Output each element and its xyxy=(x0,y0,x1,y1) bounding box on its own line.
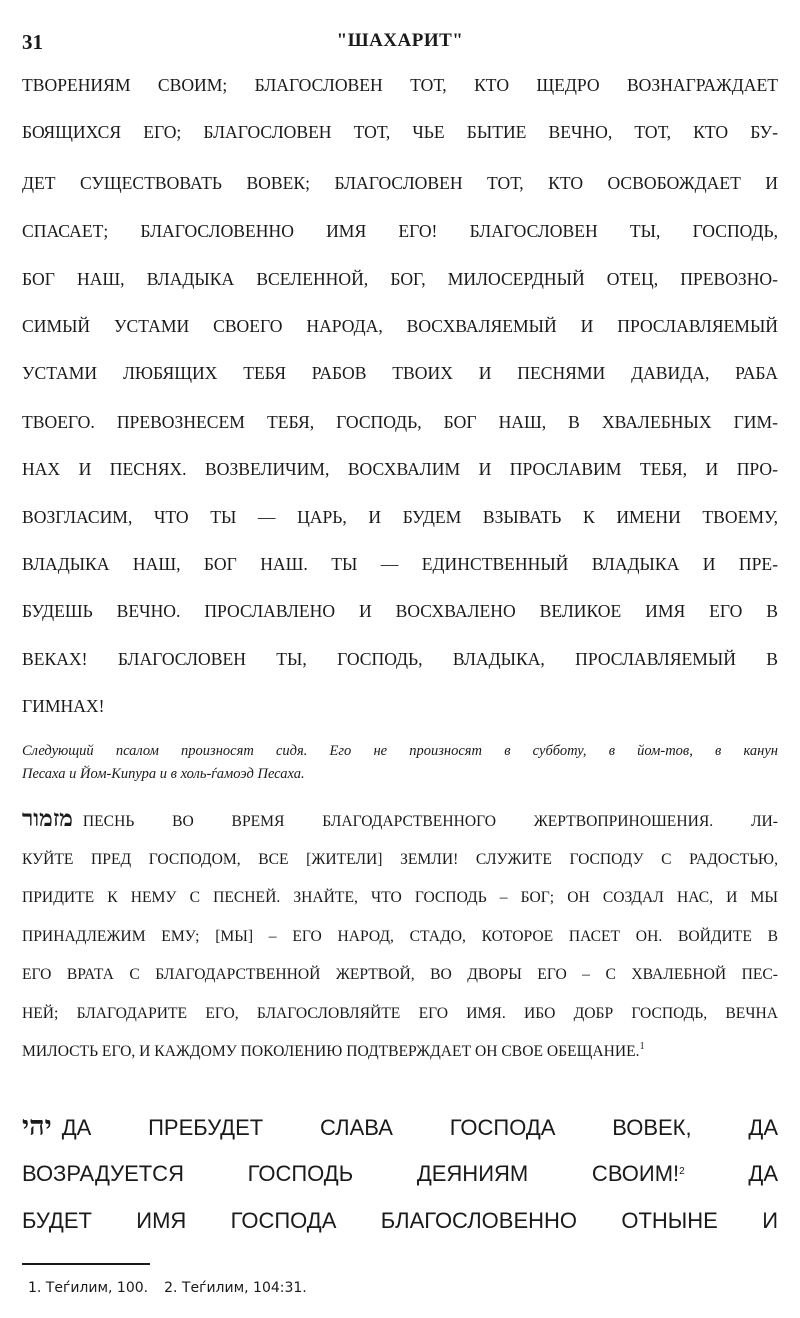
text-line: НЕЙ; БЛАГОДАРИТЕ ЕГО, БЛАГОСЛОВЛЯЙТЕ ЕГО ИМЯ. ИБО ДОБР ГОСПОДЬ, ВЕЧНА xyxy=(22,1005,778,1022)
text-line: КУЙТЕ ПРЕД ГОСПОДОМ, ВСЕ [ЖИТЕЛИ] ЗЕМЛИ! СЛУЖИТЕ ГОСПОДУ С РАДОСТЬЮ, xyxy=(22,851,778,868)
text-line: ВЛАДЫКА НАШ, БОГ НАШ. ТЫ — ЕДИНСТВЕННЫЙ ВЛАДЫКА И ПРЕ- xyxy=(22,554,778,574)
footnote-1: 1. Теѓилим, 100. xyxy=(28,1280,149,1296)
yehi-line-2-tail: ДА xyxy=(748,1161,778,1186)
text-line: ВОЗГЛАСИМ, ЧТО ТЫ — ЦАРЬ, И БУДЕМ ВЗЫВАТЬ К ИМЕНИ ТВОЕМУ, xyxy=(22,507,778,527)
text-line: ГИМНАХ! xyxy=(22,696,105,716)
running-title: "ШАХАРИТ" xyxy=(336,30,464,51)
text-line: БОЯЩИХСЯ ЕГО; БЛАГОСЛОВЕН ТОТ, ЧЬЕ БЫТИЕ ВЕЧНО, ТОТ, КТО БУ- xyxy=(22,122,778,142)
text-line: ВЕКАХ! БЛАГОСЛОВЕН ТЫ, ГОСПОДЬ, ВЛАДЫКА, ПРОСЛАВЛЯЕМЫЙ В xyxy=(22,649,778,669)
hebrew-word-mizmor: מזמור xyxy=(22,805,73,832)
text-line: СИМЫЙ УСТАМИ СВОЕГО НАРОДА, ВОСХВАЛЯЕМЫЙ И ПРОСЛАВЛЯЕМЫЙ xyxy=(22,316,778,336)
text-line: БУДЕШЬ ВЕЧНО. ПРОСЛАВЛЕНО И ВОСХВАЛЕНО ВЕЛИКОЕ ИМЯ ЕГО В xyxy=(22,601,778,621)
text-line: ДЕТ СУЩЕСТВОВАТЬ ВОВЕК; БЛАГОСЛОВЕН ТОТ, КТО ОСВОБОЖДАЕТ И xyxy=(22,173,778,193)
yehi-line-2: ВОЗРАДУЕТСЯ ГОСПОДЬ ДЕЯНИЯМ СВОИМ! xyxy=(22,1161,680,1186)
footnote-2: 2. Теѓилим, 104:31. xyxy=(164,1280,307,1296)
text-line: БОГ НАШ, ВЛАДЫКА ВСЕЛЕННОЙ, БОГ, МИЛОСЕРДНЫЙ ОТЕЦ, ПРЕВОЗНО- xyxy=(22,269,778,289)
page-header xyxy=(22,30,778,60)
text-line: НАХ И ПЕСНЯХ. ВОЗВЕЛИЧИМ, ВОСХВАЛИМ И ПРОСЛАВИМ ТЕБЯ, И ПРО- xyxy=(22,459,778,479)
footnotes xyxy=(28,1280,307,1296)
text-line xyxy=(22,1041,778,1063)
yehi-line-1: ДА ПРЕБУДЕТ СЛАВА ГОСПОДА ВОВЕК, ДА xyxy=(61,1115,778,1140)
text-line xyxy=(22,805,778,832)
text-line: ПРИДИТЕ К НЕМУ С ПЕСНЕЙ. ЗНАЙТЕ, ЧТО ГОСПОДЬ – БОГ; ОН СОЗДАЛ НАС, И МЫ xyxy=(22,889,778,906)
text-line: СПАСАЕТ; БЛАГОСЛОВЕННО ИМЯ ЕГО! БЛАГОСЛОВЕН ТЫ, ГОСПОДЬ, xyxy=(22,221,778,241)
text-line: УСТАМИ ЛЮБЯЩИХ ТЕБЯ РАБОВ ТВОИХ И ПЕСНЯМИ ДАВИДА, РАБА xyxy=(22,363,778,383)
note-line: Следующий псалом произносят сидя. Его не произносят в субботу, в йом-тов, в канун xyxy=(22,743,778,759)
text-line: ТВОРЕНИЯМ СВОИМ; БЛАГОСЛОВЕН ТОТ, КТО ЩЕДРО ВОЗНАГРАЖДАЕТ xyxy=(22,75,778,95)
text-line: БУДЕТ ИМЯ ГОСПОДА БЛАГОСЛОВЕННО ОТНЫНЕ И xyxy=(22,1208,778,1233)
text-line xyxy=(22,1159,778,1189)
footnote-marker: 2 xyxy=(679,1166,685,1177)
text-line: ПРИНАДЛЕЖИМ ЕМУ; [МЫ] – ЕГО НАРОД, СТАДО, КОТОРОЕ ПАСЕТ ОН. ВОЙДИТЕ В xyxy=(22,928,778,945)
text-line: ТВОЕГО. ПРЕВОЗНЕСЕМ ТЕБЯ, ГОСПОДЬ, БОГ НАШ, В ХВАЛЕБНЫХ ГИМ- xyxy=(22,412,778,432)
text-line: ЕГО ВРАТА С БЛАГОДАРСТВЕННОЙ ЖЕРТВОЙ, ВО ДВОРЫ ЕГО – С ХВАЛЕБНОЙ ПЕС- xyxy=(22,966,778,983)
psalm-first-line: ПЕСНЬ ВО ВРЕМЯ БЛАГОДАРСТВЕННОГО ЖЕРТВОПРИНОШЕНИЯ. ЛИ- xyxy=(82,813,778,830)
hebrew-word-yehi: יהי xyxy=(22,1111,52,1142)
footnote-divider xyxy=(22,1263,150,1265)
footnote-marker: 1 xyxy=(639,1041,645,1052)
note-line: Песаха и Йом-Кипура и в холь-ѓамоэд Песаха. xyxy=(22,766,305,782)
psalm-last-line: МИЛОСТЬ ЕГО, И КАЖДОМУ ПОКОЛЕНИЮ ПОДТВЕРЖДАЕТ ОН СВОЕ ОБЕЩАНИЕ. xyxy=(22,1043,640,1060)
page-number: 31 xyxy=(22,30,43,54)
text-line xyxy=(22,1112,778,1142)
